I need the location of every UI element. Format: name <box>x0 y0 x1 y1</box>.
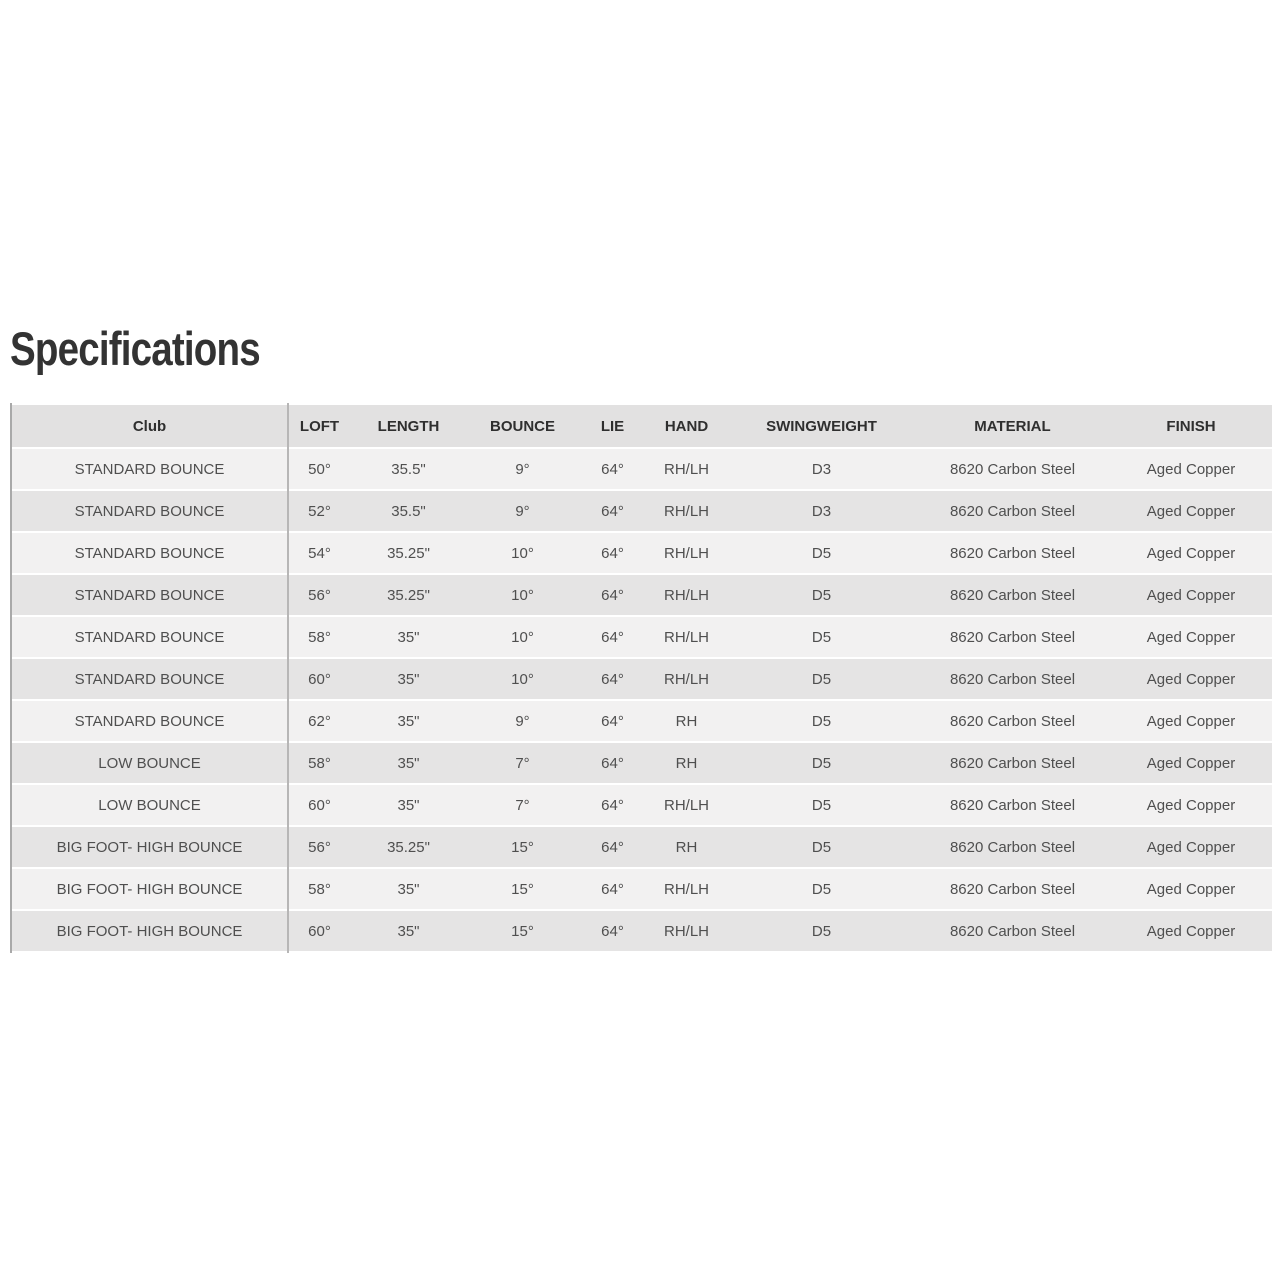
cell-club: STANDARD BOUNCE <box>12 575 287 615</box>
table-row <box>12 911 1272 951</box>
cell-finish: Aged Copper <box>1110 911 1272 951</box>
cell-swingweight: D5 <box>728 911 915 951</box>
cell-club: STANDARD BOUNCE <box>12 449 287 489</box>
cell-hand: RH/LH <box>645 575 728 615</box>
cell-lie: 64° <box>580 491 645 531</box>
cell-club: STANDARD BOUNCE <box>12 533 287 573</box>
cell-material: 8620 Carbon Steel <box>915 869 1110 909</box>
cell-loft: 60° <box>287 911 352 951</box>
cell-hand: RH <box>645 701 728 741</box>
cell-hand: RH <box>645 827 728 867</box>
table-row <box>12 659 1272 699</box>
cell-club: STANDARD BOUNCE <box>12 701 287 741</box>
table-row <box>12 869 1272 909</box>
cell-bounce: 9° <box>465 491 580 531</box>
cell-bounce: 9° <box>465 449 580 489</box>
cell-length: 35.5" <box>352 491 465 531</box>
cell-length: 35" <box>352 785 465 825</box>
cell-bounce: 7° <box>465 785 580 825</box>
table-row <box>12 617 1272 657</box>
cell-material: 8620 Carbon Steel <box>915 743 1110 783</box>
cell-hand: RH/LH <box>645 785 728 825</box>
cell-swingweight: D3 <box>728 491 915 531</box>
cell-loft: 50° <box>287 449 352 489</box>
cell-swingweight: D5 <box>728 869 915 909</box>
table-body <box>12 449 1272 951</box>
column-header-bounce: BOUNCE <box>465 405 580 447</box>
cell-finish: Aged Copper <box>1110 869 1272 909</box>
cell-bounce: 15° <box>465 911 580 951</box>
cell-lie: 64° <box>580 701 645 741</box>
cell-material: 8620 Carbon Steel <box>915 785 1110 825</box>
column-header-lie: LIE <box>580 405 645 447</box>
cell-finish: Aged Copper <box>1110 491 1272 531</box>
cell-finish: Aged Copper <box>1110 533 1272 573</box>
cell-loft: 60° <box>287 659 352 699</box>
cell-hand: RH/LH <box>645 869 728 909</box>
column-header-finish: FINISH <box>1110 405 1272 447</box>
cell-loft: 52° <box>287 491 352 531</box>
table-header-row <box>12 405 1272 447</box>
cell-bounce: 10° <box>465 575 580 615</box>
cell-material: 8620 Carbon Steel <box>915 911 1110 951</box>
cell-loft: 56° <box>287 827 352 867</box>
cell-finish: Aged Copper <box>1110 743 1272 783</box>
cell-finish: Aged Copper <box>1110 827 1272 867</box>
cell-swingweight: D5 <box>728 785 915 825</box>
cell-swingweight: D5 <box>728 617 915 657</box>
cell-length: 35.5" <box>352 449 465 489</box>
table-row <box>12 449 1272 489</box>
table-row <box>12 575 1272 615</box>
cell-swingweight: D5 <box>728 827 915 867</box>
specs-table <box>10 403 1272 953</box>
cell-club: BIG FOOT- HIGH BOUNCE <box>12 827 287 867</box>
cell-club: BIG FOOT- HIGH BOUNCE <box>12 911 287 951</box>
column-header-hand: HAND <box>645 405 728 447</box>
table-row <box>12 533 1272 573</box>
column-header-material: MATERIAL <box>915 405 1110 447</box>
cell-length: 35.25" <box>352 827 465 867</box>
cell-finish: Aged Copper <box>1110 617 1272 657</box>
cell-club: BIG FOOT- HIGH BOUNCE <box>12 869 287 909</box>
cell-swingweight: D5 <box>728 701 915 741</box>
cell-hand: RH/LH <box>645 533 728 573</box>
column-header-club: Club <box>12 405 287 447</box>
cell-swingweight: D5 <box>728 533 915 573</box>
column-header-swingweight: SWINGWEIGHT <box>728 405 915 447</box>
table-row <box>12 491 1272 531</box>
cell-length: 35.25" <box>352 575 465 615</box>
cell-loft: 56° <box>287 575 352 615</box>
cell-swingweight: D3 <box>728 449 915 489</box>
cell-hand: RH/LH <box>645 449 728 489</box>
cell-bounce: 10° <box>465 617 580 657</box>
cell-material: 8620 Carbon Steel <box>915 491 1110 531</box>
cell-lie: 64° <box>580 869 645 909</box>
cell-loft: 54° <box>287 533 352 573</box>
cell-hand: RH/LH <box>645 617 728 657</box>
column-header-length: LENGTH <box>352 405 465 447</box>
cell-lie: 64° <box>580 743 645 783</box>
cell-length: 35" <box>352 869 465 909</box>
cell-bounce: 9° <box>465 701 580 741</box>
cell-length: 35" <box>352 659 465 699</box>
cell-lie: 64° <box>580 827 645 867</box>
cell-finish: Aged Copper <box>1110 701 1272 741</box>
cell-length: 35" <box>352 743 465 783</box>
cell-lie: 64° <box>580 911 645 951</box>
cell-hand: RH <box>645 743 728 783</box>
cell-material: 8620 Carbon Steel <box>915 659 1110 699</box>
cell-material: 8620 Carbon Steel <box>915 575 1110 615</box>
cell-material: 8620 Carbon Steel <box>915 827 1110 867</box>
cell-material: 8620 Carbon Steel <box>915 533 1110 573</box>
column-header-loft: LOFT <box>287 405 352 447</box>
cell-finish: Aged Copper <box>1110 449 1272 489</box>
cell-loft: 58° <box>287 869 352 909</box>
cell-length: 35.25" <box>352 533 465 573</box>
cell-lie: 64° <box>580 617 645 657</box>
cell-bounce: 7° <box>465 743 580 783</box>
cell-club: STANDARD BOUNCE <box>12 659 287 699</box>
cell-length: 35" <box>352 911 465 951</box>
cell-material: 8620 Carbon Steel <box>915 449 1110 489</box>
cell-finish: Aged Copper <box>1110 659 1272 699</box>
cell-bounce: 10° <box>465 659 580 699</box>
cell-swingweight: D5 <box>728 743 915 783</box>
cell-bounce: 15° <box>465 827 580 867</box>
cell-swingweight: D5 <box>728 575 915 615</box>
cell-lie: 64° <box>580 449 645 489</box>
cell-hand: RH/LH <box>645 659 728 699</box>
table-row <box>12 785 1272 825</box>
cell-club: LOW BOUNCE <box>12 743 287 783</box>
cell-length: 35" <box>352 617 465 657</box>
cell-loft: 60° <box>287 785 352 825</box>
cell-loft: 62° <box>287 701 352 741</box>
cell-lie: 64° <box>580 575 645 615</box>
cell-lie: 64° <box>580 533 645 573</box>
cell-material: 8620 Carbon Steel <box>915 617 1110 657</box>
club-column-divider <box>287 403 289 953</box>
cell-swingweight: D5 <box>728 659 915 699</box>
cell-finish: Aged Copper <box>1110 575 1272 615</box>
cell-loft: 58° <box>287 617 352 657</box>
cell-lie: 64° <box>580 785 645 825</box>
cell-length: 35" <box>352 701 465 741</box>
cell-hand: RH/LH <box>645 911 728 951</box>
cell-club: STANDARD BOUNCE <box>12 491 287 531</box>
page-title: Specifications <box>10 322 260 375</box>
table-row <box>12 743 1272 783</box>
cell-finish: Aged Copper <box>1110 785 1272 825</box>
cell-bounce: 10° <box>465 533 580 573</box>
specs-table-grid <box>12 403 1272 953</box>
cell-material: 8620 Carbon Steel <box>915 701 1110 741</box>
cell-bounce: 15° <box>465 869 580 909</box>
cell-lie: 64° <box>580 659 645 699</box>
cell-hand: RH/LH <box>645 491 728 531</box>
cell-club: LOW BOUNCE <box>12 785 287 825</box>
cell-club: STANDARD BOUNCE <box>12 617 287 657</box>
table-row <box>12 701 1272 741</box>
cell-loft: 58° <box>287 743 352 783</box>
table-row <box>12 827 1272 867</box>
